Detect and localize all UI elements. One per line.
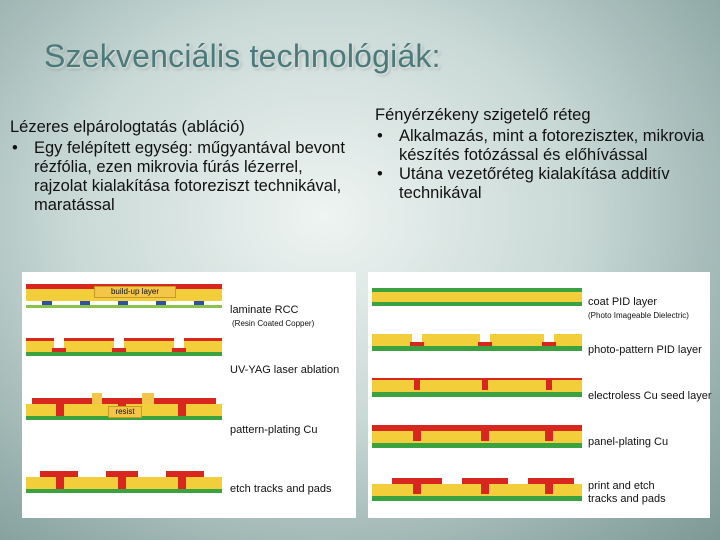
right-step-2-label: photo-pattern PID layer [588, 344, 702, 356]
right-bullet-1-text: Alkalmazás, mint a fotoreziszteк, mikrovia készítés fotózással és előhívással [399, 127, 705, 164]
right-step-1-cross-section [372, 288, 582, 306]
left-step-1-sublabel: (Resin Coated Copper) [232, 319, 315, 328]
buildup-layer-tag: build-up layer [94, 286, 176, 298]
left-process-figure [22, 272, 356, 518]
right-bullet-2-text: Utána vezetőréteg kialakítása additív technikával [399, 165, 670, 202]
left-step-2-label: UV-YAG laser ablation [230, 364, 340, 376]
right-step-5-cross-section [372, 478, 582, 501]
right-step-3-cross-section [372, 378, 582, 397]
right-step-2-cross-section [372, 334, 582, 351]
left-step-2-cross-section [26, 336, 222, 356]
left-process-diagram [22, 272, 356, 518]
left-step-1-label: laminate RCC [230, 304, 299, 316]
right-step-1-label: coat PID layer [588, 296, 658, 308]
bullet-mark: • [377, 165, 383, 183]
left-bullet-text: Egy felépített egység: műgyantával bevont rézfólia, ezen mikrovia fúrás lézerrel, rajzolat kialakítása fotoreziszt technikával, maratással [34, 139, 345, 214]
left-text-column [10, 118, 360, 215]
resist-tag: resist [108, 406, 142, 418]
right-process-figure [368, 272, 710, 518]
left-bullet [10, 139, 360, 215]
right-heading: Fényérzékeny szigetelő réteg [375, 106, 591, 124]
right-step-5-sublabel: tracks and pads [588, 493, 666, 505]
right-bullet-1 [375, 127, 705, 165]
bullet-mark: • [12, 139, 18, 157]
right-text-column [375, 106, 705, 203]
right-step-4-cross-section [372, 425, 582, 448]
right-step-3-label: electroless Cu seed layer [588, 390, 712, 402]
right-step-5-label: print and etch [588, 480, 655, 492]
right-step-4-label: panel-plating Cu [588, 436, 669, 448]
left-step-4-cross-section [26, 471, 222, 493]
left-step-3-label: pattern-plating Cu [230, 424, 318, 436]
left-step-4-label: etch tracks and pads [230, 483, 332, 495]
right-step-1-sublabel: (Photo Imageable Dielectric) [588, 311, 689, 320]
left-heading: Lézeres elpárologtatás (abláció) [10, 118, 245, 136]
slide-title: Szekvenciális technológiák: [44, 38, 441, 74]
right-bullet-2 [375, 165, 705, 203]
bullet-mark: • [377, 127, 383, 145]
